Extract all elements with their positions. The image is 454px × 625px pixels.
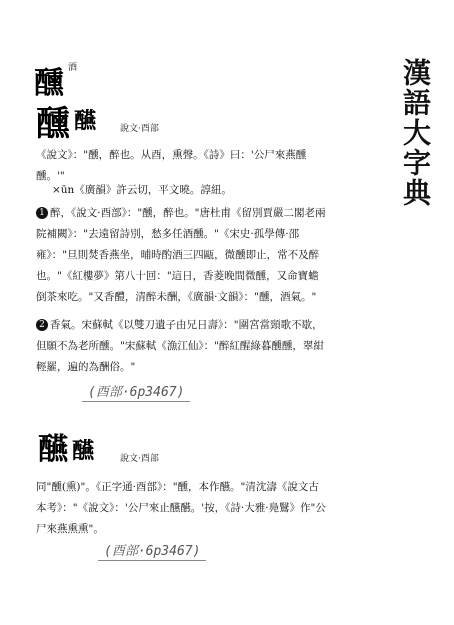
headword-note: 酒 bbox=[68, 63, 78, 73]
entry1-line-1: 《說文》："醺，醉也。从酉，熏聲。《詩》曰：'公尸來燕醺醺。'" bbox=[36, 149, 307, 182]
seal-source-2: 說文·酉部 bbox=[120, 454, 159, 464]
seal-source-1: 說文·酉部 bbox=[120, 124, 159, 134]
seal-char-1: 醺 bbox=[36, 104, 69, 144]
sense-marker-2: 2 bbox=[36, 319, 48, 331]
headword-2: 醼 bbox=[38, 432, 67, 467]
entry1-line-2: ×ūn《廣韻》許云切，平文曉。諄紐。 bbox=[52, 184, 232, 196]
entry1-handwritten-note: (酉部·6p3467) bbox=[82, 381, 190, 402]
entry2-handwritten-note: (酉部·6p3467) bbox=[98, 540, 206, 561]
entry1-line-4: 2 香氣。宋蘇軾《以雙刀遺子由兄日壽》："圍宮當頸歌不歇，但願不為老所醺。"宋蘇軾《漁江仙》："醉紅醒綠暮醺醺，翠紺輕羅，遍的為酬俗。" bbox=[36, 319, 324, 373]
dictionary-title: 漢語大字典 bbox=[399, 58, 432, 208]
sense-marker-1: 1 bbox=[36, 207, 48, 219]
headword-main: 醺 bbox=[34, 66, 63, 101]
entry1-line-3: 1 醉，《說文·酉部》："醺，醉也。"唐杜甫《留別賈嚴二閣老兩院補闕》："去遠留詩別，愁多任酒醺。"《宋史·孤學傳·邵雍》："旦則焚香燕坐，晡時酌酒三四甌，微醺即止，常不及醉也。"《紅樓夢》第八十回："這日，香菱晚間微醺，又命寶蟾倒茶來吃。"又香醴，清醉未酬，《廣韻·文韻》："醺，酒氣。" bbox=[36, 207, 326, 303]
seal-variant-2: 醼 bbox=[72, 438, 94, 464]
seal-variant-1: 醼 bbox=[74, 108, 96, 134]
entry2-line-1: 同"醺(熏)"。《正字通·酉部》："醺，本作醼。"清沈濤《說文古本考》："《說文》：'公尸來止醼醼。'按，《詩·大雅·鳧鷖》作"公尸來燕熏熏"。 bbox=[36, 481, 326, 535]
